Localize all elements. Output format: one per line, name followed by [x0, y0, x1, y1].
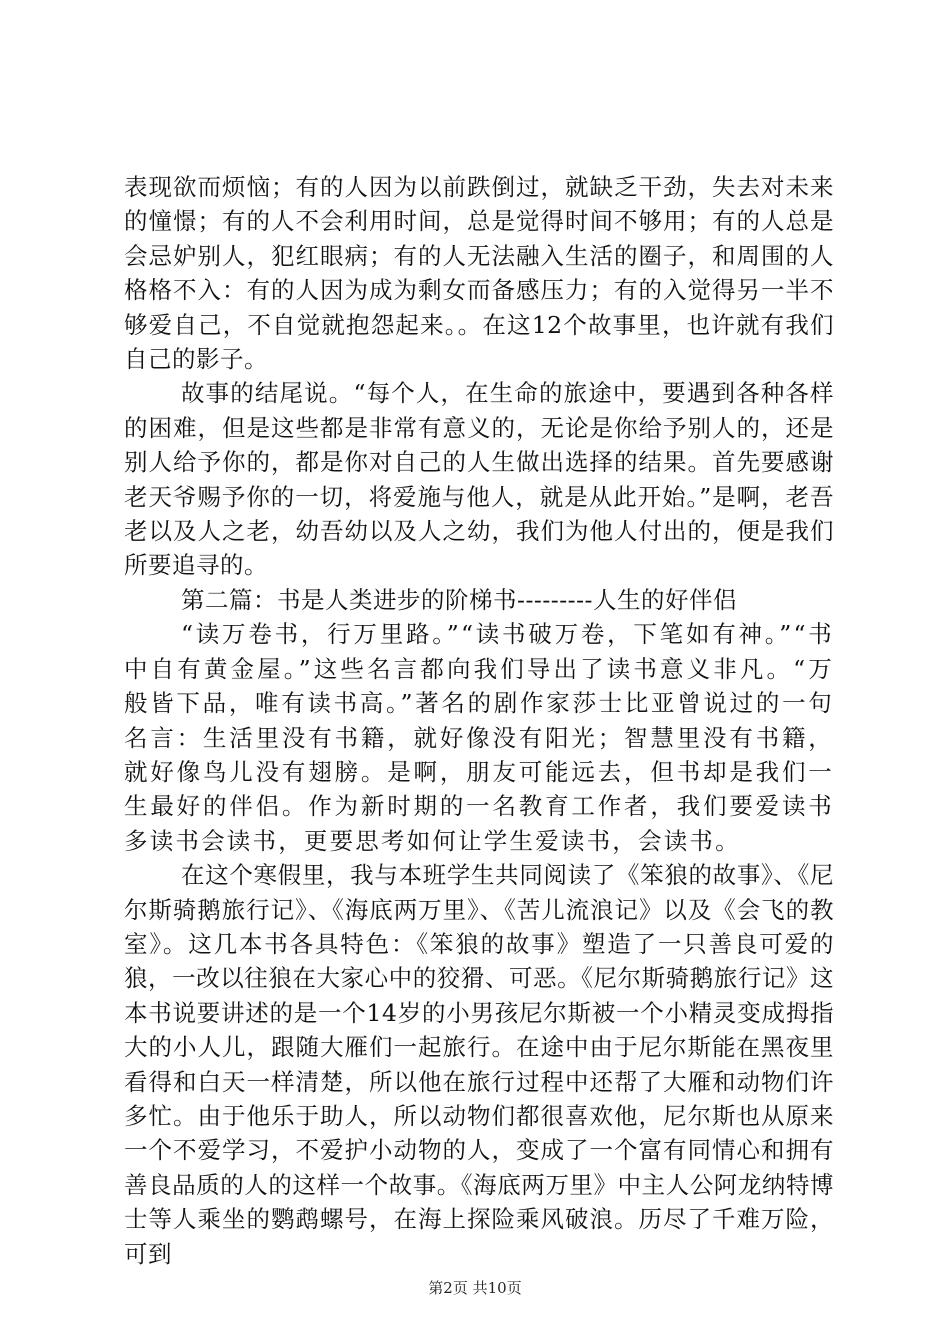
- paragraph: 故事的结尾说。“每个人，在生命的旅途中，要遇到各种各样的困难，但是这些都是非常有意义的，无论是你给予别人的，还是别人给予你的，都是你对自己的人生做出选择的结果。首先要感谢老天爷赐予你的一切，将爱施与他人，就是从此开始。”是啊，老吾老以及人之老，幼吾幼以及人之幼，我们为他人付出的，便是我们所要追寻的。: [124, 379, 834, 580]
- page-number-footer: 第2页 共10页: [428, 1279, 522, 1297]
- paragraph: 在这个寒假里，我与本班学生共同阅读了《笨狼的故事》、《尼尔斯骑鹅旅行记》、《海底两万里》、《苦儿流浪记》以及《会飞的教室》。这几本书各具特色：《笨狼的故事》塑造了一只善良可爱的狼，一改以往狼在大家心中的狡猾、可恶。《尼尔斯骑鹅旅行记》这本书说要讲述的是一个14岁的小男孩尼尔斯被一个小精灵变成拇指大的小人儿，跟随大雁们一起旅行。在途中由于尼尔斯能在黑夜里看得和白天一样清楚，所以他在旅行过程中还帮了大雁和动物们许多忙。由于他乐于助人，所以动物们都很喜欢他，尼尔斯也从原来一个不爱学习，不爱护小动物的人，变成了一个富有同情心和拥有善良品质的人的这样一个故事。《海底两万里》中主人公阿龙纳特博士等人乘坐的鹦鹉螺号，在海上探险乘风破浪。历尽了千难万险，可到: [124, 861, 834, 1268]
- document-body: [124, 170, 834, 1271]
- paragraph: “读万卷书，行万里路。”“读书破万卷，下笔如有神。”“书中自有黄金屋。”这些名言都向我们导出了读书意义非凡。“万般皆下品，唯有读书高。”著名的剧作家莎士比亚曾说过的一句名言：生活里没有书籍，就好像没有阳光；智慧里没有书籍，就好像鸟儿没有翅膀。是啊，朋友可能远去，但书却是我们一生最好的伴侣。作为新时期的一名教育工作者，我们要爱读书多读书会读书，更要思考如何让学生爱读书，会读书。: [124, 620, 834, 855]
- section-heading: 第二篇：书是人类进步的阶梯书---------人生的好伴侣: [181, 585, 737, 614]
- paragraph-continued: 表现欲而烦恼；有的人因为以前跌倒过，就缺乏干劲，失去对未来的憧憬；有的人不会利用时间，总是觉得时间不够用；有的人总是会忌妒别人，犯红眼病；有的人无法融入生活的圈子，和周围的人格格不入：有的人因为成为剩女而备感压力；有的入觉得另一半不够爱自己，不自觉就抱怨起来。。在这12个故事里，也许就有我们自己的影子。: [124, 173, 834, 374]
